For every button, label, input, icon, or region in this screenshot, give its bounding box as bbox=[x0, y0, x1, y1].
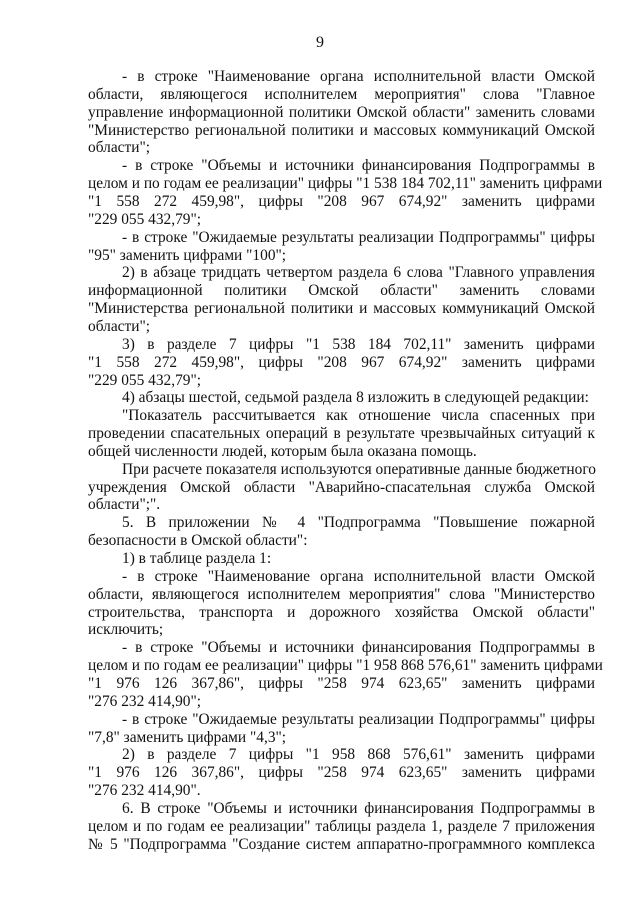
text-line: информационной политики Омской области" заменить словами bbox=[88, 282, 595, 300]
text-line: "1 976 126 367,86", цифры "258 974 623,65" заменить цифрами bbox=[88, 674, 595, 692]
text-line: - в строке "Объемы и источники финансирования Подпрограммы в bbox=[122, 639, 595, 657]
text-line: "276 232 414,90"; bbox=[88, 692, 202, 710]
text-line: - в строке "Наименование органа исполнительной власти Омской bbox=[122, 567, 595, 585]
text-line: "7,8" заменить цифрами "4,3"; bbox=[88, 728, 287, 746]
text-line: "Показатель рассчитывается как отношение числа спасенных при bbox=[122, 407, 595, 425]
text-line: целом и по годам ее реализации" цифры "1 958 868 576,61" заменить цифрами bbox=[88, 657, 603, 675]
text-line: 2) в абзаце тридцать четвертом раздела 6 слова "Главного управления bbox=[122, 264, 595, 282]
text-line: управление информационной политики Омской области" заменить словами bbox=[88, 103, 595, 121]
text-line: 2) в разделе 7 цифры "1 958 868 576,61" заменить цифрами bbox=[122, 746, 595, 764]
text-line: исключить; bbox=[88, 621, 164, 639]
text-line: 5. В приложении № 4 "Подпрограмма "Повышение пожарной bbox=[122, 514, 595, 532]
text-line: "1 558 272 459,98", цифры "208 967 674,92" заменить цифрами bbox=[88, 193, 595, 210]
text-line: 3) в разделе 7 цифры "1 538 184 702,11" заменить цифрами bbox=[122, 335, 595, 353]
text-line: - в строке "Ожидаемые результаты реализации Подпрограммы" цифры bbox=[122, 228, 595, 246]
text-line: 4) абзацы шестой, седьмой раздела 8 изложить в следующей редакции: bbox=[122, 389, 589, 407]
text-line: учреждения Омской области "Аварийно-спасательная служба Омской bbox=[88, 478, 595, 496]
text-line: - в строке "Объемы и источники финансирования Подпрограммы в bbox=[122, 157, 595, 175]
text-line: общей численности людей, которым была оказана помощь. bbox=[88, 442, 477, 460]
text-line: - в строке "Наименование органа исполнительной власти Омской bbox=[122, 68, 595, 85]
text-line: При расчете показателя используются оперативные данные бюджетного bbox=[122, 460, 596, 478]
text-line: целом и по годам ее реализации" таблицы раздела 1, разделе 7 приложения bbox=[88, 817, 595, 835]
text-line: области, являющегося исполнителем мероприятия" слова "Министерство bbox=[88, 585, 595, 603]
text-line: "1 558 272 459,98", цифры "208 967 674,92" заменить цифрами bbox=[88, 353, 595, 371]
text-line: области, являющегося исполнителем мероприятия" слова "Главное bbox=[88, 85, 595, 103]
text-line: строительства, транспорта и дорожного хозяйства Омской области" bbox=[88, 603, 595, 621]
text-line: "229 055 432,79"; bbox=[88, 371, 202, 389]
text-line: безопасности в Омской области": bbox=[88, 532, 308, 550]
text-line: 1) в таблице раздела 1: bbox=[122, 550, 272, 567]
text-line: "Министерство региональной политики и массовых коммуникаций Омской bbox=[88, 121, 595, 139]
text-line: "Министерства региональной политики и массовых коммуникаций Омской bbox=[88, 300, 595, 318]
text-line: "229 055 432,79"; bbox=[88, 210, 202, 228]
text-line: - в строке "Ожидаемые результаты реализации Подпрограммы" цифры bbox=[122, 710, 595, 728]
text-line: целом и по годам ее реализации" цифры "1 538 184 702,11" заменить цифрами bbox=[88, 175, 603, 193]
text-line: области";". bbox=[88, 496, 161, 514]
text-line: "95" заменить цифрами "100"; bbox=[88, 246, 287, 264]
page-number: 9 bbox=[316, 34, 324, 51]
text-line: области"; bbox=[88, 317, 151, 335]
text-line: 6. В строке "Объемы и источники финансирования Подпрограммы в bbox=[122, 799, 595, 817]
text-line: проведении спасательных операций в результате чрезвычайных ситуаций к bbox=[88, 425, 595, 442]
text-line: области"; bbox=[88, 139, 151, 157]
text-line: "276 232 414,90". bbox=[88, 782, 201, 799]
text-line: "1 976 126 367,86", цифры "258 974 623,65" заменить цифрами bbox=[88, 764, 595, 782]
text-line: № 5 "Подпрограмма "Создание систем аппаратно-программного комплекса bbox=[88, 835, 595, 853]
